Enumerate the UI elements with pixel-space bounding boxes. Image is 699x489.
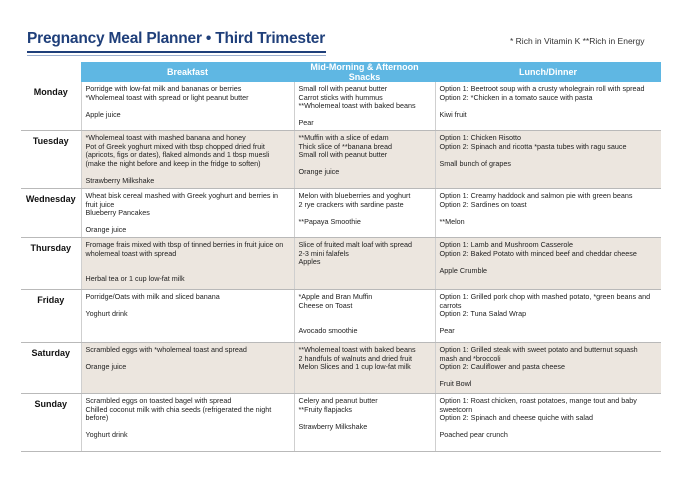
table-header-row: [21, 62, 661, 82]
menu-line: Orange juice: [85, 225, 127, 235]
table-row: [21, 393, 661, 451]
day-label: Thursday: [21, 237, 81, 289]
menu-line: Kiwi fruit: [439, 109, 467, 119]
column-header-lunch-dinner: Lunch/Dinner: [435, 62, 661, 82]
cell-lunch: [435, 188, 661, 237]
menu-line: Thick slice of **banana bread: [298, 141, 392, 151]
cell-breakfast: [81, 237, 294, 289]
cell-lunch: [435, 130, 661, 188]
page-title: Pregnancy Meal Planner • Third Trimester: [27, 30, 326, 47]
day-column-header: [21, 62, 81, 82]
menu-line: Small roll with peanut butter: [298, 84, 388, 93]
cell-breakfast: [81, 82, 294, 130]
table-row: [21, 130, 661, 188]
menu-line: Melon with blueberries and yoghurt: [298, 190, 411, 200]
cell-lunch: [435, 289, 661, 342]
menu-line: Slice of fruited malt loaf with spread: [298, 239, 412, 249]
menu-line: Small roll with peanut butter: [298, 150, 388, 160]
cell-breakfast: [81, 289, 294, 342]
cell-breakfast: [81, 342, 294, 393]
menu-line: Option 1: Grilled pork chop with mashed potato, *green beans and carrots: [439, 291, 651, 310]
column-header-breakfast: Breakfast: [81, 62, 294, 82]
line-spacer: [440, 102, 658, 111]
menu-line: 2 rye crackers with sardine paste: [298, 199, 404, 209]
table-row: [21, 289, 661, 342]
menu-line: 2 handfuls of walnuts and dried fruit: [298, 353, 412, 363]
menu-line: Porridge/Oats with milk and sliced banana: [85, 291, 220, 301]
menu-line: Poached pear crunch: [439, 430, 508, 440]
menu-line: Apple juice: [85, 109, 121, 119]
cell-snacks: [294, 82, 435, 130]
menu-line: Carrot sticks with hummus: [298, 92, 383, 102]
line-spacer: [440, 319, 658, 328]
line-spacer: [440, 209, 658, 218]
menu-line: Option 2: Baked Potato with minced beef and cheddar cheese: [439, 248, 637, 258]
title-underline-thin: [27, 55, 326, 56]
menu-line: Scrambled eggs on toasted bagel with spread: [85, 395, 232, 405]
menu-line: Strawberry Milkshake: [85, 175, 155, 185]
table-row: [21, 342, 661, 393]
menu-line: Yoghurt drink: [85, 309, 128, 319]
day-label: Monday: [21, 82, 81, 130]
day-label: Friday: [21, 289, 81, 342]
menu-line: Celery and peanut butter: [298, 395, 378, 405]
line-spacer: [299, 111, 431, 120]
menu-line: Chilled coconut milk with chia seeds (refrigerated the night before): [85, 404, 272, 423]
day-label: Sunday: [21, 393, 81, 451]
menu-line: Pear: [439, 326, 455, 336]
menu-line: Option 2: Tuna Salad Wrap: [439, 309, 527, 319]
cell-snacks: [294, 188, 435, 237]
cell-snacks: [294, 237, 435, 289]
menu-line: Option 2: Cauliflower and pasta cheese: [439, 362, 565, 372]
cell-breakfast: [81, 188, 294, 237]
cell-lunch: [435, 82, 661, 130]
cell-breakfast: [81, 393, 294, 451]
menu-line: Option 2: *Chicken in a tomato sauce with pasta: [439, 92, 593, 102]
menu-line: Cheese on Toast: [298, 300, 353, 310]
cell-snacks: [294, 393, 435, 451]
cell-snacks: [294, 289, 435, 342]
menu-line: Wheat bisk cereal mashed with Greek yoghurt and berries in fruit juice: [85, 190, 279, 209]
menu-line: Pear: [298, 118, 314, 128]
menu-line: 2-3 mini falafels: [298, 248, 349, 258]
table-row: [21, 237, 661, 289]
legend-text: * Rich in Vitamin K **Rich in Energy: [510, 36, 645, 46]
menu-line: Fromage frais mixed with tbsp of tinned berries in fruit juice on wholemeal toast with spread: [85, 239, 284, 258]
menu-line: Avocado smoothie: [298, 326, 358, 336]
day-label: Wednesday: [21, 188, 81, 237]
menu-line: **Wholemeal toast with baked beans: [298, 101, 416, 111]
column-header-snacks: Mid-Morning & Afternoon Snacks: [294, 62, 435, 82]
menu-line: Option 2: Spinach and cheese quiche with salad: [439, 413, 593, 423]
menu-line: Orange juice: [298, 167, 340, 177]
menu-line: Scrambled eggs with *wholemeal toast and spread: [85, 344, 247, 354]
menu-line: Porridge with low-fat milk and bananas or berries: [85, 84, 242, 93]
meal-plan-table: [21, 62, 661, 452]
menu-line: **Fruity flapjacks: [298, 404, 353, 414]
day-label: Tuesday: [21, 130, 81, 188]
line-spacer: [299, 310, 431, 319]
cell-lunch: [435, 342, 661, 393]
menu-line: Option 1: Beetroot soup with a crusty wholegrain roll with spread: [439, 84, 645, 93]
menu-line: Apple Crumble: [439, 265, 488, 275]
menu-line: Blueberry Pancakes: [85, 208, 150, 218]
cell-snacks: [294, 342, 435, 393]
menu-line: Pot of Greek yoghurt mixed with tbsp chopped dried fruit (apricots, figs or dates), flaked almonds and 1 tbsp muesli (make the night before and keep in the fridge to soften): [85, 141, 270, 168]
menu-line: Option 1: Chicken Risotto: [439, 132, 521, 142]
title-underline: [27, 51, 326, 53]
menu-line: Orange juice: [85, 362, 127, 372]
menu-line: Yoghurt drink: [85, 430, 128, 440]
menu-line: Apples: [298, 257, 321, 267]
menu-line: *Wholemeal toast with mashed banana and honey: [85, 132, 246, 142]
menu-line: Option 2: Spinach and ricotta *pasta tubes with ragu sauce: [439, 141, 627, 151]
table-row: [21, 188, 661, 237]
menu-line: Option 1: Roast chicken, roast potatoes, mange tout and baby sweetcorn: [439, 395, 637, 414]
menu-line: Herbal tea or 1 cup low-fat milk: [85, 274, 185, 284]
menu-line: Small bunch of grapes: [439, 158, 512, 168]
cell-lunch: [435, 237, 661, 289]
menu-line: Strawberry Milkshake: [298, 421, 368, 431]
menu-line: Option 1: Lamb and Mushroom Casserole: [439, 239, 573, 249]
line-spacer: [440, 372, 658, 381]
line-spacer: [86, 258, 290, 267]
menu-line: Melon Slices and 1 cup low-fat milk: [298, 362, 411, 372]
menu-line: **Papaya Smoothie: [298, 216, 361, 226]
cell-breakfast: [81, 130, 294, 188]
day-label: Saturday: [21, 342, 81, 393]
menu-line: *Wholemeal toast with spread or light peanut butter: [85, 92, 249, 102]
menu-line: Fruit Bowl: [439, 379, 472, 389]
cell-lunch: [435, 393, 661, 451]
menu-line: Option 1: Grilled steak with sweet potato and butternut squash mash and *broccoli: [439, 344, 638, 363]
menu-line: *Apple and Bran Muffin: [298, 291, 373, 301]
menu-line: **Muffin with a slice of edam: [298, 132, 389, 142]
menu-line: **Melon: [439, 216, 465, 226]
menu-line: **Wholemeal toast with baked beans: [298, 344, 416, 354]
menu-line: Option 2: Sardines on toast: [439, 199, 527, 209]
menu-line: Option 1: Creamy haddock and salmon pie with green beans: [439, 190, 633, 200]
table-row: [21, 82, 661, 130]
cell-snacks: [294, 130, 435, 188]
